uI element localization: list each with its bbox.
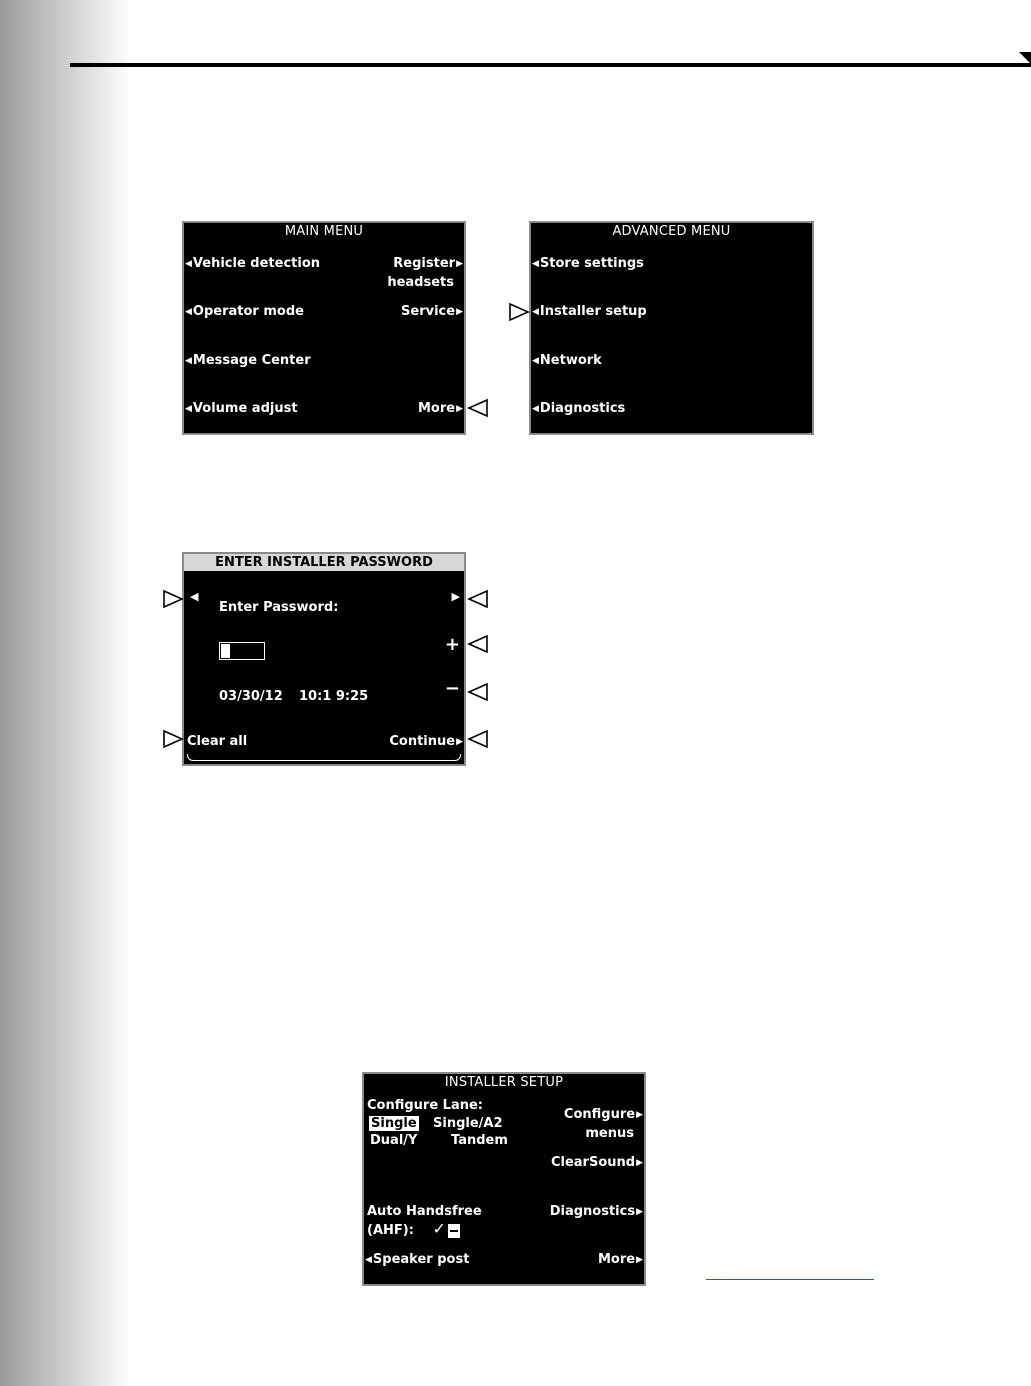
text-cursor [221, 644, 230, 658]
installer-more-button[interactable]: More▶ [597, 1252, 643, 1267]
minus-icon[interactable]: − [444, 678, 460, 699]
main-menu-title: MAIN MENU [284, 224, 364, 239]
left-arrow-icon: ◀ [185, 404, 192, 414]
header-rule [70, 63, 1031, 67]
screen-bottom-border [187, 754, 461, 761]
password-screen-title: ENTER INSTALLER PASSWORD [184, 554, 464, 571]
left-arrow-icon: ◀ [185, 307, 192, 317]
time-display: 10:1 9:25 [299, 689, 369, 704]
off-box-icon [448, 1224, 460, 1238]
lane-option-tandem[interactable]: Tandem [451, 1133, 508, 1148]
menu-item-installer-setup[interactable]: ◀Installer setup [532, 304, 647, 319]
lane-option-single-a2[interactable]: Single/A2 [433, 1116, 503, 1131]
advanced-menu-screen [529, 221, 814, 435]
left-arrow-icon: ◀ [532, 356, 539, 366]
clear-all-button[interactable]: Clear all [187, 734, 248, 749]
right-arrow-icon: ▶ [456, 307, 463, 317]
menu-item-network[interactable]: ◀Network [532, 353, 602, 368]
left-arrow-icon: ◀ [185, 356, 192, 366]
header-corner-mark [1019, 52, 1031, 64]
ahf-setting[interactable]: (AHF): ✓ [367, 1220, 460, 1239]
cursor-right-icon[interactable]: ▶ [451, 590, 460, 603]
left-arrow-icon: ◀ [532, 404, 539, 414]
installer-setup-title: INSTALLER SETUP [444, 1075, 564, 1090]
menu-item-more[interactable]: More▶ [417, 401, 463, 416]
menu-item-service[interactable]: Service▶ [401, 304, 463, 319]
password-screen [182, 552, 466, 766]
password-prompt: Enter Password: [219, 600, 339, 615]
cursor-left-icon[interactable]: ◀ [190, 590, 199, 603]
configure-menus-button[interactable]: Configure▶ menus [563, 1107, 643, 1141]
right-arrow-icon: ▶ [456, 737, 463, 747]
ahf-label-line1: Auto Handsfree [367, 1204, 482, 1219]
right-arrow-icon: ▶ [636, 1255, 643, 1265]
main-menu-screen [182, 221, 466, 435]
lane-option-single[interactable]: Single [371, 1116, 417, 1131]
clearsound-button[interactable]: ClearSound▶ [550, 1155, 643, 1170]
continue-button[interactable]: Continue▶ [389, 734, 463, 749]
menu-item-diagnostics[interactable]: ◀Diagnostics [532, 401, 626, 416]
right-arrow-icon: ▶ [636, 1110, 643, 1120]
hyperlink-underline[interactable] [706, 1279, 874, 1280]
menu-item-volume-adjust[interactable]: ◀Volume adjust [185, 401, 298, 416]
date-display: 03/30/12 [219, 689, 283, 704]
diagnostics-button[interactable]: Diagnostics▶ [549, 1204, 643, 1219]
password-input[interactable] [219, 642, 265, 660]
right-arrow-icon: ▶ [456, 259, 463, 269]
menu-item-vehicle-detection[interactable]: ◀Vehicle detection [185, 256, 321, 271]
right-arrow-icon: ▶ [456, 404, 463, 414]
advanced-menu-title: ADVANCED MENU [612, 224, 731, 239]
left-arrow-icon: ◀ [532, 259, 539, 269]
speaker-post-button[interactable]: ◀Speaker post [365, 1252, 470, 1267]
check-icon: ✓ [432, 1219, 446, 1238]
plus-icon[interactable]: + [444, 634, 460, 655]
right-arrow-icon: ▶ [636, 1207, 643, 1217]
menu-item-register-headsets[interactable]: Register▶ headsets [387, 256, 463, 290]
left-arrow-icon: ◀ [185, 259, 192, 269]
menu-item-message-center[interactable]: ◀Message Center [185, 353, 311, 368]
menu-item-operator-mode[interactable]: ◀Operator mode [185, 304, 304, 319]
lane-option-dual-y[interactable]: Dual/Y [370, 1133, 418, 1148]
page-margin-gradient [0, 0, 132, 1386]
left-arrow-icon: ◀ [532, 307, 539, 317]
left-arrow-icon: ◀ [365, 1255, 372, 1265]
configure-lane-label: Configure Lane: [367, 1098, 484, 1113]
menu-item-store-settings[interactable]: ◀Store settings [532, 256, 644, 271]
installer-setup-screen [362, 1072, 646, 1286]
right-arrow-icon: ▶ [636, 1158, 643, 1168]
